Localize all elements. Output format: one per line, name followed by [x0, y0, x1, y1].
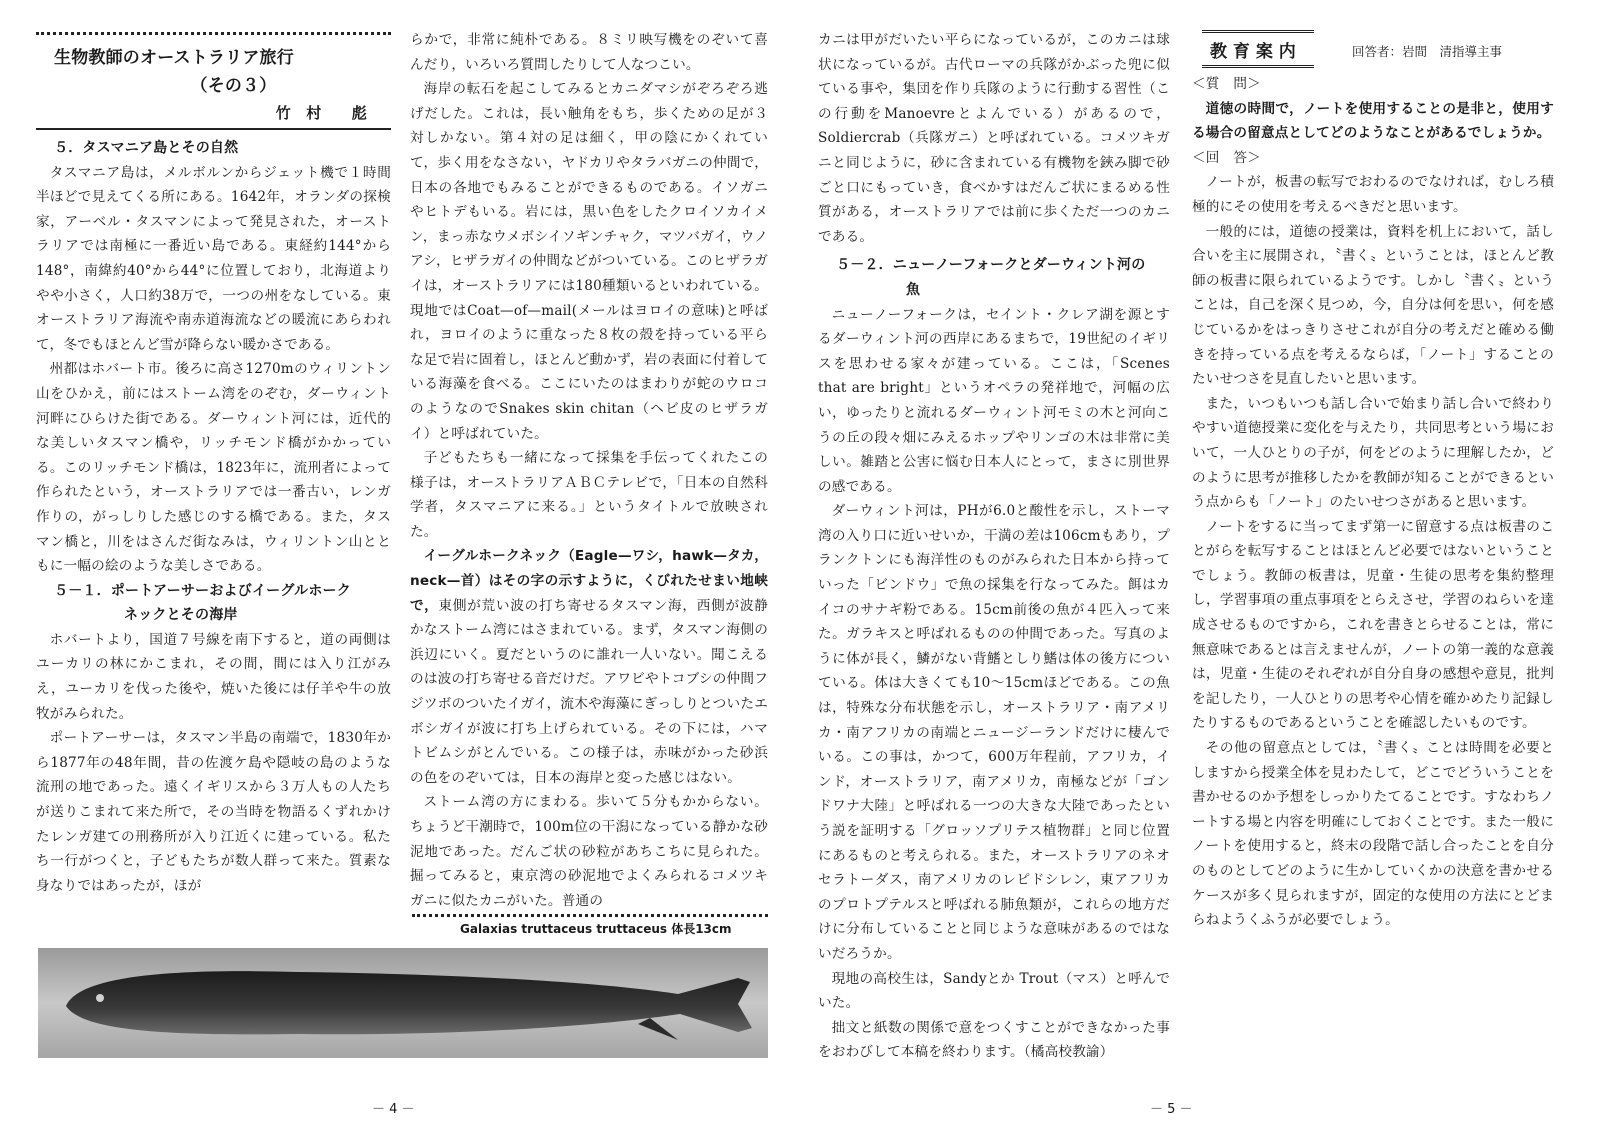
col2-paragraph: らかで，非常に純朴である。８ミリ映写機をのぞいて喜んだり，いろいろ質問したりして人なつこい。: [410, 32, 768, 73]
col2-paragraph: 海岸の転石を起こしてみるとカニダマシがぞろぞろ逃げだした。これは，長い触角をもち，歩くための足が３対しかない。第４対の足は細く，甲の陰にかくれていて，歩く用をなさない，ヤドカリやタラバガニの仲間で，日本の各地でもみることができるものである。イソガニやヒトデもいる。岩には，黒い色をしたクロイソカイメン，まっ赤なウメボシイソギンチャク，マツバガイ，ウノアシ，ヒザラガイの仲間などがついている。このヒザラガイは，オーストラリアには180種類いるといわれている。現地ではCoat—of—mail(メールはヨロイの意味)と呼ばれ，ヨロイのように重なった８枚の殻を持っている平らな足で岩に固着し，ほとんど動かず，岩の表面に付着している海藻を食べる。ここにいたのはまわりが蛇のウロコのようなのでSnakes skin chitan（ヘビ皮のヒザラガイ）と呼ばれていた。: [410, 81, 768, 442]
col3-paragraph: カニは甲がだいたい平らになっているが，このカニは球状になっているが。古代ローマの兵隊がかぶった兜に似ている事や，集団を作り兵隊のように行動する習性（この行動をManoevreとよんでいる）があるので，Soldiercrab（兵隊ガニ）と呼ばれている。コメツキガニと同じように，砂に含まれている有機物を鋏み脚で砂ごと口にもっていき，食べかすはだんご状にまるめる性質がある，オーストラリアでは前に歩くただ一つのカニである。: [818, 32, 1170, 245]
respondent: 回答者：岩間 清指導主事: [1352, 44, 1503, 59]
col4-paragraph: ノートをするに当ってまず第一に留意する点は板書のことがらを転写することはほとんど必要ではないということでしょう。教師の板書は，児童・生徒の思考を集約整理し，学習事項の重点事項をとらえさせ，学習のねらいを達成させるものですから，これを書きとらせることは，常に無意味であるとは言えませんが，ノートの第一義的な意義は，児童・生徒のそれぞれが自分自身の感想や意見，批判を記したり，一人ひとりの思考や心情を確かめたり記録したりするものであるということを確認したいものです。: [1192, 518, 1554, 732]
edu-guide-title: 教 育 案 内: [1210, 42, 1296, 62]
fish-photo: [38, 948, 768, 1058]
col2-paragraph: 子どもたちも一緒になって採集を手伝ってくれたこの様子は，オーストラリアＡＢＣテレビで，「日本の自然科学者，タスマニアに来る。」というタイトルで放映された。: [410, 450, 768, 540]
edu-guide-title-box: [1202, 30, 1314, 68]
title-underline: [36, 128, 391, 130]
col2-paragraph: ストーム湾の方にまわる。歩いて５分もかからない。ちょうど干潮時で，100m位の干潟になっている静かな砂泥地であった。だんご状の砂粒があちこちに見られた。掘ってみると，東京湾の砂泥地でよくみられるコメツキガニに似たカニがいた。普通の: [410, 794, 768, 909]
col3-paragraph: ダーウィント河は，PHが6.0と酸性を示し，ストーマ湾の入り口に近いせいか，干満の差は106cmもあり，プランクトンにも海洋性のものがみられた日本から持っていった「ビンドウ」で魚の採集を行なってみた。餌はカイコのサナギ粉である。15cm前後の魚が４匹入って来た。ガラキスと呼ばれるものの仲間であった。写真のように体が長く，鱗がない背鰭としり鰭は体の後方についている。体は大きくても10～15cmほどである。この魚は，特殊な分布状態を示し，オーストラリア・南アメリカ・南アフリカの南端とニュージーランドだけに棲んでいる。この事は，かつて，600万年程前，アフリカ，インド，オーストラリア，南アメリカ，南極などが「ゴンドワナ大陸」と呼ばれる一つの大きな大陸であったという説を証明する「グロッソプリテス植物群」と同じ位置にあるものと考えられる。また，オーストラリアのネオセラトーダス，南アメリカのレピドシレン，東アフリカのプロトプテルスと呼ばれる肺魚類が，これらの地方だけに分布していることと同じような意味があるのではないだろうか。: [818, 503, 1170, 962]
fish-photo-image: [38, 948, 768, 1058]
question-label: ＜質 問＞: [1192, 76, 1261, 92]
page-number-5: － 5 －: [1150, 1102, 1193, 1117]
figure-caption: Galaxias truttaceus truttaceus 体長13cm: [460, 922, 732, 936]
answer-label: ＜回 答＞: [1192, 149, 1261, 166]
top-dotted-rule: [36, 32, 391, 35]
edu-guide-header: [1192, 30, 1552, 68]
col4-paragraph: また，いつもいつも話し合いで始まり話し合いで終わりやすい道徳授業に変化を与えたり，共同思考という場において，一人ひとりの子が，何をどのように理解したか，どのように思考が推移したかを教師が知ることができるという点からも「ノート」のたいせつさがあると思います。: [1192, 395, 1554, 511]
col1-paragraph: 州都はホバート市。後ろに高さ1270mのウィリントン山をひかえ，前にはストーム湾をのぞむ，ダーウィント河畔にひらけた街である。ダーウィント河には，近代的な美しいタスマン橋や，リッチモンド橋がかかっている。このリッチモンド橋は，1823年に，流刑者によって作られたという，オーストラリアでは一番古い，レンガ作りの，がっしりした感じのする橋である。また，タスマン橋と，川をはさんだ街なみは，ウィリントン山とともに一幅の絵のような美しさである。: [36, 361, 391, 575]
section-5-heading: ５．タスマニア島とその自然: [54, 140, 239, 156]
page5-column-4: [1192, 72, 1554, 1072]
page5-column-3: [818, 28, 1170, 1068]
page4-column-1: [36, 44, 391, 924]
col3-paragraph: ニューノーフォークは，セイント・クレア湖を源とするダーウィント河の西岸にあるまちで，19世紀のイギリスを思わせる家々が建っている。ここは，「Scenes that are bright」というオペラの発祥地で，河幅の広い，ゆったりと流れるダーウィント河モミの木と河向こうの丘の段々畑にみえるホップやリンゴの木は非常に美しい。雑踏と公害に悩む日本人にとって，まさに別世界の感である。: [818, 306, 1170, 495]
page4-column-2: [410, 28, 768, 912]
col4-paragraph: 一般的には，道徳の授業は，資料を机上において，話し合いを主に展開され，〝書く〟ということは，ほとんど教師の板書に限られているようです。しかし〝書く〟ということは，自己を深く見つめ，今，自分は何を思い，何を感じているかをはっきりさせこれが自分の考えだと確める働きを持っている点を考えるならば，「ノート」することのたいせつさを見直したいと思います。: [1192, 223, 1554, 388]
col4-paragraph: その他の留意点としては，〝書く〟ことは時間を必要としますから授業全体を見わたして，どこでどういうことを書かせるのか予想をしっかりたてることです。すなわちノートする場と内容を明確にしておくことです。また一般にノートを使用すると，終末の段階で話し合ったことを自分のものとしてどのように生かしていくかの決意を書かせるケースが多く見られますが，固定的な使用の方法にとどまらねようくふうが必要でしょう。: [1192, 740, 1554, 929]
col1-paragraph: ポートアーサーは，タスマン半島の南端で，1830年から1877年の48年間，昔の佐渡ケ島や隠岐の島のような流刑の地であった。遠くイギリスから３万人もの人たちが送りこまれて来た所で，その当時を物語るくずれかけたレンガ建ての刑務所が入り江近くに建っている。私たち一行がつくと，子どもたちが数人群って来た。質素な身なりではあったが，ほが: [36, 730, 391, 894]
article-title: 生物教師のオーストラリア旅行: [54, 48, 294, 68]
col1-paragraph: ホバートより，国道７号線を南下すると，道の両側はユーカリの林にかこまれ，その間，間には入り江がみえ，ユーカリを伐った後や，焼いた後には仔羊や牛の放牧がみられた。: [36, 631, 391, 722]
col4-paragraph: ノートが，板書の転写でおわるのでなければ，むしろ積極的にその使用を考えるべきだと思います。: [1192, 174, 1554, 215]
col2-paragraph-cont: 東側が荒い波の打ち寄せるタスマン海，西側が波静かなストーム湾にはさまれている。まず，タスマン海側の浜辺にいく。夏だというのに誰れ一人いない。聞こえるのは波の打ち寄せる音だけだ。アワビやトコブシの仲間フジツボのついたイガイ，流木や海藻にぎっしりとついたエボシガイが波に打ち上げられている。その下には，ハマトビムシがとんでいる。この様子は，赤味がかった砂浜の色をのぞいては，日本の海岸と変った感じはない。: [410, 597, 768, 786]
eagle-hawk-neck-lead: イーグルホークネック（Eagle—ワシ，hawk—タカ，neck—首）はその字の示すように，くびれたせまい地峡で，: [410, 548, 768, 614]
caption-dotted-rule: [412, 914, 768, 917]
page-number-4: － 4 －: [372, 1102, 415, 1117]
col3-paragraph: 現地の高校生は，Sandyとか Trout（マス）と呼んでいた。: [818, 970, 1170, 1012]
section-5-2-heading-line2: 魚: [906, 281, 921, 298]
col3-paragraph: 拙文と紙数の関係で意をつくすことができなかった事をおわびして本稿を終わります。（橘高校教諭）: [818, 1019, 1170, 1061]
question-text: 道徳の時間で，ノートを使用することの是非と，使用する場合の留意点としてどのようなことがあるでしょうか。: [1192, 100, 1554, 142]
col1-paragraph: タスマニア島は，メルボルンからジェット機で１時間半ほどで見えてくる所にある。1642年，オランダの探検家，アーベル・タスマンによって発見された，オーストラリアでは南極に一番近い島である。東経約144°から148°，南緯約40°から44°に位置しており，北海道よりやや小さく，人口約38万で，一つの州をなしている。東オーストラリア海流や南赤道海流などの暖流にあらわれて，冬でもほとんど雪が降らない暖かさである。: [36, 164, 391, 353]
article-subtitle: （その３）: [190, 76, 277, 96]
section-5-2-heading-line1: ５－２．ニューノーフォークとダーウィント河の: [836, 257, 1146, 274]
section-5-1-heading-line2: ネックとその海岸: [124, 607, 238, 624]
section-5-1-heading-line1: ５－１．ポートアーサーおよびイーグルホーク: [54, 582, 351, 599]
article-author: 竹 村 彪: [275, 104, 367, 122]
col2-bold-paragraph: [410, 544, 768, 790]
